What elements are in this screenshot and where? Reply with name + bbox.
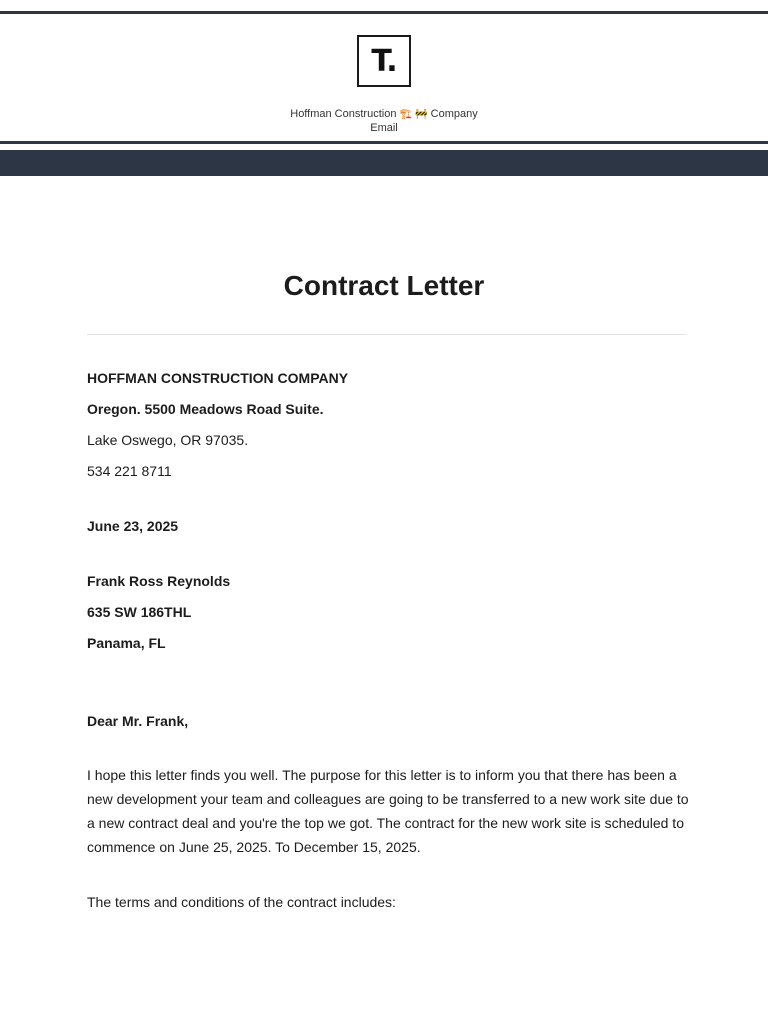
sender-address-line1: Oregon. 5500 Meadows Road Suite. <box>87 401 324 417</box>
header-band <box>0 150 768 176</box>
title-divider <box>87 334 687 335</box>
logo-text: T. <box>371 43 397 79</box>
recipient-address-line2: Panama, FL <box>87 635 166 651</box>
body-paragraph: I hope this letter finds you well. The purpose for this letter is to inform you that there has been a new development your team and colleagues are going to be transferred to a new work site due to a new contract deal and you're the top we got. The contract for the new work site is scheduled to commence on June 25, 2025. To December 15, 2025. <box>87 767 689 855</box>
header-bottom-rule <box>0 141 768 144</box>
sender-phone: 534 221 8711 <box>87 463 172 479</box>
sender-company: HOFFMAN CONSTRUCTION COMPANY <box>87 370 349 386</box>
recipient-address-line1: 635 SW 186THL <box>87 604 192 620</box>
sender-address-line2: Lake Oswego, OR 97035. <box>87 432 249 448</box>
letter-date: June 23, 2025 <box>87 518 179 534</box>
company-logo <box>357 35 411 87</box>
company-name-suffix: Company <box>430 108 478 120</box>
terms-intro: The terms and conditions of the contract includes: <box>87 894 396 910</box>
company-name-prefix: Hoffman Construction <box>290 108 397 120</box>
header-top-rule <box>0 11 768 14</box>
page-title: Contract Letter <box>283 270 485 301</box>
recipient-name: Frank Ross Reynolds <box>87 573 231 589</box>
company-name-line <box>0 107 768 122</box>
company-email: Email <box>370 122 398 134</box>
salutation: Dear Mr. Frank, <box>87 713 189 729</box>
construction-emoji-icon: 🏗️ 🚧 <box>399 109 428 120</box>
